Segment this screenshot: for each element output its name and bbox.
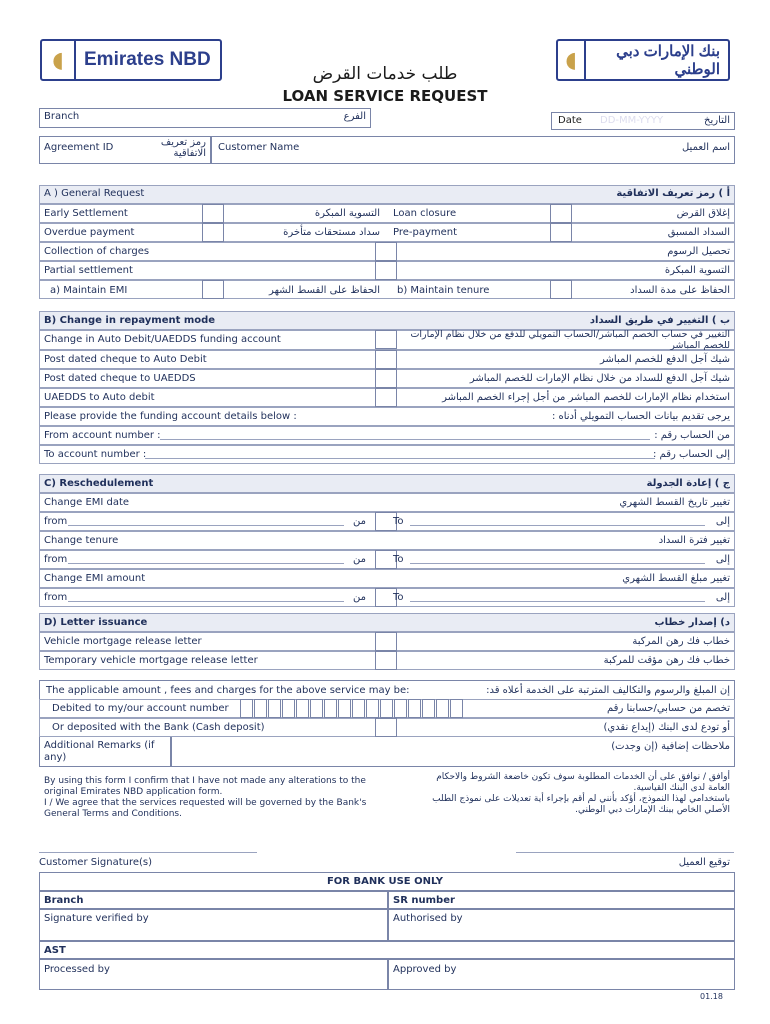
- tenure-checkbox[interactable]: [550, 280, 572, 299]
- section-d-title: D) Letter issuance: [44, 617, 148, 628]
- uae-auto-label: UAEDDS to Auto debit: [44, 392, 155, 403]
- consent-en-line1: By using this form I confirm that I have not made any alterations to the: [44, 776, 366, 786]
- partial-label-ar: التسوية المبكرة: [664, 265, 730, 276]
- tenure-change-label-ar: تغيير فترة السداد: [658, 535, 730, 546]
- section-c-title-ar: ج ) إعادة الجدولة: [646, 478, 730, 489]
- form-title-en: LOAN SERVICE REQUEST: [282, 87, 488, 105]
- branch-label-ar: الفرع: [343, 111, 366, 122]
- release-checkbox[interactable]: [375, 632, 397, 651]
- emi-amount-to-input[interactable]: [410, 601, 705, 602]
- date-placeholder: DD-MM-YYYY: [600, 115, 664, 126]
- closure-checkbox[interactable]: [550, 204, 572, 223]
- from-label-ar: من: [353, 592, 366, 603]
- uae-auto-checkbox[interactable]: [375, 388, 397, 407]
- emi-checkbox[interactable]: [202, 280, 224, 299]
- prepay-label: Pre-payment: [393, 227, 458, 238]
- bank-use-header: FOR BANK USE ONLY: [326, 876, 444, 887]
- logo-symbol-icon: ◖: [42, 41, 76, 79]
- tenure-label: b) Maintain tenure: [397, 285, 490, 296]
- emi-amount-label-ar: تغيير مبلغ القسط الشهري: [622, 573, 730, 584]
- section-b-title: B) Change in repayment mode: [44, 315, 216, 326]
- sr-number-label: SR number: [393, 895, 455, 906]
- early-checkbox[interactable]: [202, 204, 224, 223]
- to-account-label: To account number :: [44, 449, 147, 460]
- ast-label: AST: [44, 945, 66, 956]
- signature-label-ar: توقيع العميل: [678, 857, 730, 868]
- emi-date-from-input[interactable]: [68, 525, 344, 526]
- tenure-label-ar: الحفاظ على مدة السداد: [630, 285, 730, 296]
- debit-label-ar: تخصم من حسابي/حسابنا رقم: [607, 703, 730, 714]
- remarks-label-ar: ملاحظات إضافية (إن وجدت): [611, 741, 730, 752]
- account-digit-cell[interactable]: [436, 699, 449, 718]
- to-label: To: [393, 554, 404, 565]
- account-digit-cell[interactable]: [338, 699, 351, 718]
- emi-date-to-input[interactable]: [410, 525, 705, 526]
- remarks-input[interactable]: [172, 740, 592, 764]
- overdue-checkbox[interactable]: [202, 223, 224, 242]
- closure-label: Loan closure: [393, 208, 457, 219]
- from-label-ar: من: [353, 516, 366, 527]
- brand-name-ar: بنك الإمارات دبي الوطني: [616, 43, 720, 78]
- consent-ar-line1: أوافق / نوافق على أن الخدمات المطلوبة سوف تكون خاضعة الشروط والاحكام: [436, 772, 730, 782]
- from-label: from: [44, 592, 68, 603]
- early-label: Early Settlement: [44, 208, 128, 219]
- signature-line-left[interactable]: [39, 852, 257, 853]
- collection-label-ar: تحصيل الرسوم: [667, 246, 730, 257]
- account-digit-cell[interactable]: [254, 699, 267, 718]
- emi-amount-label: Change EMI amount: [44, 573, 146, 584]
- to-label-ar: إلى: [715, 516, 730, 527]
- pdc-uae-checkbox[interactable]: [375, 369, 397, 388]
- pdc-uae-label: Post dated cheque to UAEDDS: [44, 373, 196, 384]
- fees-title: The applicable amount , fees and charges for the above service may be:: [46, 685, 410, 696]
- auto-debit-label-ar: التغيير في حساب الخصم المباشر/الحساب التمويلي للدفع من خلال نظام الإمارات للخصم المباشر: [410, 329, 730, 351]
- auto-debit-checkbox[interactable]: [375, 330, 397, 349]
- emi-amount-from-input[interactable]: [68, 601, 344, 602]
- consent-ar-line2: العامة لدى البنك القياسية.: [633, 783, 730, 793]
- collection-label: Collection of charges: [44, 246, 150, 257]
- section-a-title-ar: أ ) رمز تعريف الاتفاقية: [616, 188, 730, 199]
- customer-label: Customer Name: [218, 142, 300, 153]
- provide-label-ar: يرجى تقديم بيانات الحساب التمويلي أدناه :: [551, 411, 730, 422]
- account-digit-cell[interactable]: [408, 699, 421, 718]
- account-digit-cell[interactable]: [310, 699, 323, 718]
- from-account-input[interactable]: [160, 439, 650, 440]
- temp-release-label: Temporary vehicle mortgage release letter: [44, 655, 258, 666]
- brand-name-en: Emirates NBD: [84, 49, 211, 70]
- from-label-ar: من: [353, 554, 366, 565]
- account-digit-cell[interactable]: [422, 699, 435, 718]
- from-label: from: [44, 516, 68, 527]
- divider: [387, 958, 389, 990]
- collection-checkbox[interactable]: [375, 242, 397, 261]
- account-digit-cell[interactable]: [240, 699, 253, 718]
- branch-label: Branch: [44, 111, 80, 122]
- account-digit-cell[interactable]: [380, 699, 393, 718]
- signature-line-right[interactable]: [516, 852, 734, 853]
- temp-release-checkbox[interactable]: [375, 651, 397, 670]
- account-digit-cell[interactable]: [282, 699, 295, 718]
- tenure-change-label: Change tenure: [44, 535, 119, 546]
- pdc-uae-label-ar: شيك آجل الدفع للسداد من خلال نظام الإمارات للخصم المباشر: [469, 373, 730, 384]
- account-digit-cell[interactable]: [352, 699, 365, 718]
- from-label: from: [44, 554, 68, 565]
- consent-en-line4: General Terms and Conditions.: [44, 809, 182, 819]
- section-c-title: C) Reschedulement: [44, 478, 154, 489]
- pdc-auto-label-ar: شيك آجل الدفع للخصم المباشر: [600, 354, 730, 365]
- fees-title-ar: إن المبلغ والرسوم والتكاليف المترتبة على الخدمة أعلاه قد:: [486, 685, 730, 696]
- account-digit-cell[interactable]: [366, 699, 379, 718]
- account-digit-cell[interactable]: [324, 699, 337, 718]
- emi-label-ar: الحفاظ على القسط الشهر: [269, 285, 380, 296]
- release-label-ar: خطاب فك رهن المركبة: [632, 636, 730, 647]
- prepay-checkbox[interactable]: [550, 223, 572, 242]
- uae-auto-label-ar: استخدام نظام الإمارات للخصم المباشر من أجل إجراء الخصم المباشر: [442, 392, 730, 403]
- deposit-checkbox[interactable]: [375, 718, 397, 737]
- emi-date-label-ar: تغيير تاريخ القسط الشهري: [619, 497, 730, 508]
- divider: [210, 136, 212, 164]
- section-b-title-ar: ب ) التغيير في طريق السداد: [589, 315, 730, 326]
- tenure-to-input[interactable]: [410, 563, 705, 564]
- bank-branch-label: Branch: [44, 895, 84, 906]
- temp-release-label-ar: خطاب فك رهن مؤقت للمركبة: [603, 655, 730, 666]
- partial-label: Partial settlement: [44, 265, 133, 276]
- signature-label: Customer Signature(s): [39, 857, 153, 868]
- early-label-ar: التسوية المبكرة: [314, 208, 380, 219]
- overdue-label: Overdue payment: [44, 227, 135, 238]
- tenure-from-input[interactable]: [68, 563, 344, 564]
- overdue-label-ar: سداد مستحقات متأخرة: [283, 227, 380, 238]
- pdc-auto-label: Post dated cheque to Auto Debit: [44, 354, 207, 365]
- approved-label: Approved by: [393, 964, 457, 975]
- emi-date-label: Change EMI date: [44, 497, 130, 508]
- remarks-label: Additional Remarks (if any): [44, 740, 155, 763]
- debit-label: Debited to my/our account number: [52, 703, 229, 714]
- to-label: To: [393, 592, 404, 603]
- pdc-auto-checkbox[interactable]: [375, 350, 397, 369]
- to-account-label-ar: إلى الحساب رقم :: [653, 449, 730, 460]
- release-label: Vehicle mortgage release letter: [44, 636, 202, 647]
- form-version: 01.18: [700, 992, 723, 1001]
- customer-label-ar: اسم العميل: [681, 142, 730, 153]
- account-digit-cell[interactable]: [394, 699, 407, 718]
- consent-en-line2: original Emirates NBD application form.: [44, 787, 223, 797]
- to-label: To: [393, 516, 404, 527]
- processed-label: Processed by: [44, 964, 110, 975]
- agreement-label: Agreement ID: [44, 142, 114, 153]
- verified-label: Signature verified by: [44, 913, 149, 924]
- prepay-label-ar: السداد المسبق: [667, 227, 730, 238]
- divider: [387, 890, 389, 940]
- closure-label-ar: إغلاق القرض: [676, 208, 730, 219]
- consent-ar-line4: الأصلي الخاص ببنك الإمارات دبي الوطني.: [575, 805, 730, 815]
- partial-checkbox[interactable]: [375, 261, 397, 280]
- date-label: Date: [558, 115, 582, 126]
- authorised-label: Authorised by: [393, 913, 463, 924]
- divider: [39, 908, 735, 910]
- agreement-label-ar: رمز تعريف الاتفاقية: [160, 137, 206, 159]
- deposit-label-ar: أو تودع لدى البنك (إيداع نقدي): [603, 722, 730, 733]
- auto-debit-label: Change in Auto Debit/UAEDDS funding account: [44, 334, 281, 345]
- section-d-title-ar: د) إصدار خطاب: [654, 617, 730, 628]
- divider: [39, 940, 735, 942]
- deposit-label: Or deposited with the Bank (Cash deposit): [52, 722, 265, 733]
- consent-ar-line3: باستخدامي لهذا النموذج، أؤكد بأنني لم أقم بإجراء أية تعديلات على نموذج الطلب: [432, 794, 730, 804]
- section-a-title: A ) General Request: [44, 188, 145, 199]
- logo-symbol-icon: ◖: [558, 41, 586, 79]
- account-digit-cell[interactable]: [296, 699, 309, 718]
- form-title-ar: طلب خدمات القرض: [312, 64, 458, 84]
- to-label-ar: إلى: [715, 592, 730, 603]
- from-account-label-ar: من الحساب رقم :: [654, 430, 730, 441]
- to-account-input[interactable]: [145, 458, 655, 459]
- consent-en-line3: I / We agree that the services requested will be governed by the Bank's: [44, 798, 367, 808]
- account-digit-cell[interactable]: [450, 699, 463, 718]
- from-account-label: From account number :: [44, 430, 161, 441]
- provide-label: Please provide the funding account details below :: [44, 411, 297, 422]
- to-label-ar: إلى: [715, 554, 730, 565]
- date-label-ar: التاريخ: [704, 115, 730, 126]
- emi-label: a) Maintain EMI: [50, 285, 128, 296]
- account-digit-cell[interactable]: [268, 699, 281, 718]
